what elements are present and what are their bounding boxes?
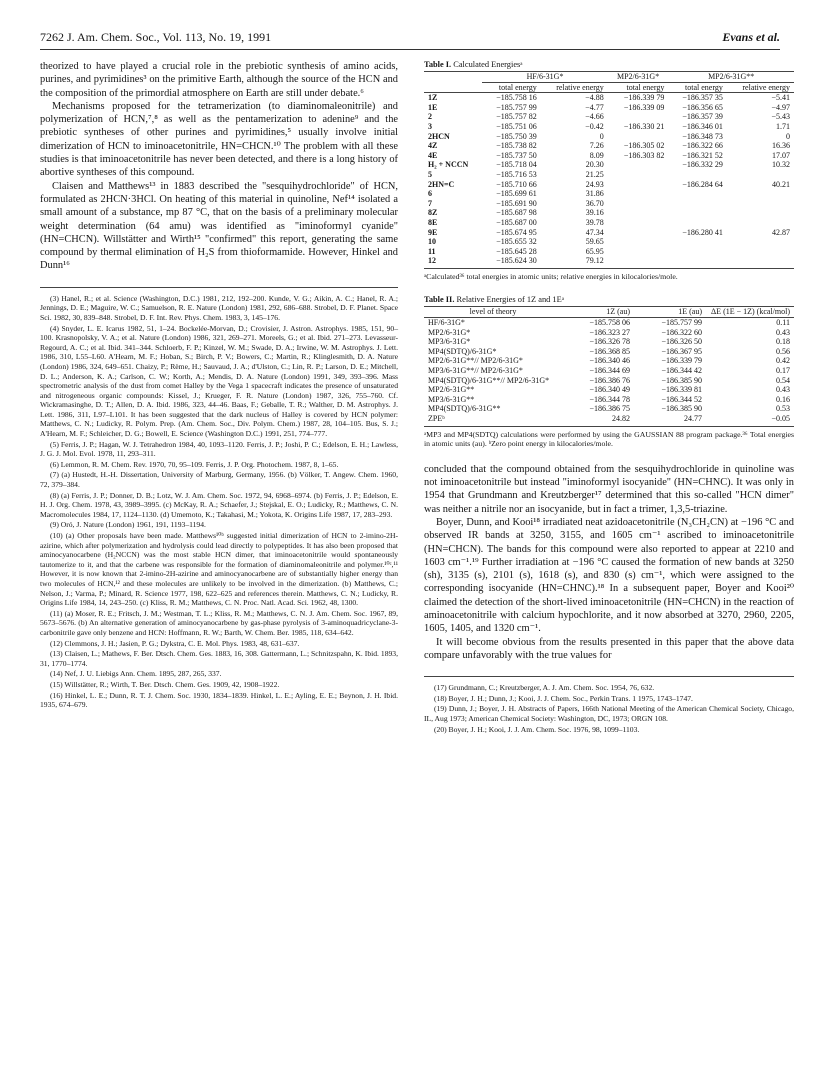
table-cell: 16.36 [772,141,790,151]
table-row [424,366,794,376]
table-cell: −186.284 64 [682,179,723,189]
column-header: ΔE (1E − 1Z) (kcal/mol) [706,307,794,318]
table-cell: −185.716 53 [496,169,537,179]
table-cell: 0.53 [776,404,790,414]
reference: (6) Lemmon, R. M. Chem. Rev. 1970, 70, 95–109. Ferris, J. P. Org. Photochem. 1987, 8, 1–65. [50,459,339,469]
reference: (16) Hinkel, L. E.; Dunn, R. T. J. Chem. Soc. 1930, 1834–1839. Hinkel, L. E.; Ayling, E. E.; Beynon, J. H. Ibid. 1935, 674–679. [40,690,398,710]
column-header: total energy [482,82,541,93]
table-cell: −185.757 82 [496,112,537,122]
table-cell [608,256,669,268]
table-cell: −186.357 39 [682,112,723,122]
table-cell: 0 [786,131,790,141]
table-cell: −0.05 [706,414,794,426]
table-row [424,395,794,405]
right-body-text [424,463,794,662]
reference: (4) Snyder, L. E. Icarus 1982, 51, 1–24. Bockelée-Morvan, D.; Crovisier, J. Astron. Astrophys. 1985, 151, 90–100. Krasnopolsky, V. A.; et al. Nature (London) 1986, 321, 269–271. Moreels, G.; et al. Ibid. 271–273. Levasseur-Regourd, A. C.; et al. Ibid. 341–344. Schloerb, F. P.; Kinzel, W. M.; Swade, D. A.; Irwine, W. M. Astrophys. J. Lett. 1986, 310, L55–L60. A'Hearn, M. F.; Hoban, S.; Birch, P. V.; Bowers, C.; Martin, R.; Klinglesmith, D. A. Nature (London) 1986, 324, 649–651. Chaizy, P.; Rème, H.; Sauvaud, J. A.; d'Ulston, C.; Lin, R. P.; Larson, D. E.; Mitchell, D. L.; Anderson, K. A.; Carlson, C. W.; Korth, A.; Mendis, D. A. Nature (London) 1991, 349, 393–396. Mass spectrometric analysis of the dust from comet Halley by the Vega 1 spacecraft indicates the presence of unsaturated and nitrogeneous organic compounds: Kissel, J.; Krueger, F. R. Nature (London) 1987, 326, 755–760. Cf. Wickramasinghe, D. T.; Allen, D. A. Ibid. 1986, 323, 44–46. Baas, F.; Geballe, T. R.; Walther, D. M. Astrophys. J. Lett. 1986, 311, L97–L101. It has been suggested that the dark nucleus of Halley is covered by HCN polymer: Matthews, C. N.; Ludicky, R. Polym. Prep. (Am. Chem. Soc., Div. Polym. Chem.) 1987, 28, 104–105. Bus, S. J.; A'Hearn, M. F.; Schleicher, D. G.; Bowell, E. Science (Washington D.C.) 1991, 251, 774–777. [40,323,398,439]
column-header: relative energy [727,82,794,93]
row-label: 7 [428,198,432,208]
table-cell: −186.339 09 [623,102,665,112]
table-row [424,132,794,142]
table-cell: 59.65 [585,237,604,247]
table-cell [668,208,727,218]
table-row [424,180,794,190]
left-column [40,60,398,711]
table-title [424,295,794,304]
row-label: ZPEᵇ [424,414,562,426]
row-label: 1E [428,102,438,112]
footnote-references [40,287,398,710]
table-row [424,122,794,132]
table-relative-energies [424,295,794,448]
table-row [424,385,794,395]
table-cell [727,208,794,218]
table-row [424,103,794,113]
reference: (19) Dunn, J.; Boyer, J. H. Abstracts of Papers, 166th National Meeting of the American Chemical Society, Chicago, IL, Aug 1973; American Chemical Society: Washington, DC, 1973; ORGN 108. [424,704,794,724]
table-caption: Calculated Energiesᵃ [453,60,523,69]
table-cell: −186.348 73 [682,131,723,141]
table-cell [727,189,794,199]
right-column [424,60,794,735]
table-cell: 8.09 [589,150,604,160]
table-cell: −186.344 78 [589,394,630,404]
table-cell: −186.385 90 [661,404,702,414]
column-group-header: MP2/6-31G** [668,72,794,83]
reference: (3) Hanel, R.; et al. Science (Washington, D.C.) 1981, 212, 192–200. Kunde, V. G.; Aikin, A. C.; Hanel, R. A.; Jennings, D. E.; Maguire, W. C.; Samuelson, R. E. Nature (London) 1981, 292, 686–688. Strobel, D. F. Planet. Space Sci. 1982, 30, 839–848. Strobel, D. F. Int. Rev. Phys. Chem. 1983, 3, 145–176. [40,293,398,322]
table-cell: −186.322 60 [661,327,702,337]
table-cell: 0.42 [776,356,790,366]
table-row [424,404,794,414]
row-label: MP2/6-31G** [428,385,475,395]
table-row [424,347,794,357]
table-cell [668,199,727,209]
table-cell: 47.34 [585,227,604,237]
table-cell: −185.655 32 [496,237,537,247]
column-group-header: MP2/6-31G* [608,72,669,83]
table-cell: 0 [599,131,604,141]
table-cell: −5.43 [771,112,790,122]
column-header: total energy [668,82,727,93]
row-label: 12 [424,256,482,268]
table-cell: −185.718 04 [496,160,537,170]
table-cell: −4.88 [585,93,604,103]
table-cell: −186.303 82 [623,150,665,160]
row-label: 2 [428,112,432,122]
table-cell: −185.751 06 [496,121,537,131]
table-cell: −186.357 35 [682,93,723,103]
row-label: MP4(SDTQ)/6-31G** [428,404,501,414]
table-cell: −185.674 95 [496,227,537,237]
row-label: 6 [428,189,432,199]
reference: (7) (a) Hustedt, H.-H. Dissertation, University of Marburg, Germany, 1956. (b) Völker, T. Angew. Chem. 1960, 72, 379–384. [40,470,398,490]
table-cell: −185.758 06 [589,318,630,328]
table-row [424,170,794,180]
table-cell [608,160,669,170]
table-cell: −185.645 28 [496,246,537,256]
table-cell: −186.344 69 [589,366,630,376]
table-cell [608,180,669,190]
table-cell: −186.326 78 [589,337,630,347]
table-row [424,228,794,238]
table-cell: 40.21 [772,179,790,189]
table-cell: −186.344 52 [661,394,702,404]
table-cell: −4.66 [585,112,604,122]
table-footnote: ᵃCalculated³⁶ total energies in atomic units; relative energies in kilocalories/mole. [424,271,678,281]
table-row [424,141,794,151]
table-cell: −4.97 [771,102,790,112]
table-cell: 24.82 [562,414,634,426]
table-cell: 0.17 [776,366,790,376]
row-label: HF/6-31G* [428,318,465,328]
body-paragraph: Boyer, Dunn, and Kooi¹⁸ irradiated neat azidoacetonitrile (N₃CH₂CN) at −196 °C and observed IR bands at 3250, 3155, and 1605 cm⁻¹ ascribed to iminoacetonitrile (HN=CHCN). The bands for this compound were also reported to appear at 2210 and 1603 cm⁻¹.¹⁹ Further irradiation at −196 °C caused the formation of new bands at 3250 (sh), 3135 (s), 2101 (s), 1618 (s), and 830 (s) cm⁻¹, which were assigned to the corresponding isocyanide (HN=CHNC).¹⁸ In a subsequent paper, Boyer and Kooi²⁰ claimed the detection of the short-lived iminoacetonitrile (HN=CHCN) in the reaction of aminoacetonitrile with calcium hypochlorite, and it now absorbed at 3270, 2960, 2205, 1605, 1405, and 1320 cm⁻¹. [424,516,794,635]
table-cell: −185.710 66 [496,179,537,189]
table-row [424,247,794,257]
table-row [424,199,794,209]
column-header: 1Z (au) [562,307,634,318]
table-cell: −185.687 98 [496,208,537,218]
table-row [424,376,794,386]
row-label: MP3/6-31G** [428,394,475,404]
table-row [424,318,794,328]
reference: (10) (a) Other proposals have been made. Matthews¹⁰ᵇ suggested initial dimerization of HCN to 2-imino-2H-azirine, which after polymerization and hydrolysis could lead directly to polypeptides. It has also been proposed that aminocyanocarbene (H₂NCCN) was the most stable HCN dimer, that iminoacetonitrile would spontaneously tautomerize to it, and that the carbene was responsible for the formation of diaminomaleonitrile and polymer.¹⁰ᶜ,¹¹ However, it is now known that 2-imino-2H-azirine and aminocyanocarbene are of substantially higher energy than two molecules of HCN,¹² and these molecules are unlikely to be involved in the dimerization. (b) Matthews, C.; Nelson, J.; Varma, P.; Minard, R. Science 1977, 198, 622–625 and references therein. Matthews, C. N.; Ludicky, R. Origins Life 1984, 14, 243–250. (c) Kliss, R. M.; Matthews, C. N. Proc. Natl. Acad. Sci. 1962, 48, 1300. [40,531,398,608]
table-cell: −186.280 41 [682,227,723,237]
table-cell: −185.757 99 [661,318,702,328]
table-cell [668,189,727,199]
table-cell: −185.699 61 [496,189,537,199]
body-paragraph: theorized to have played a crucial role in the prebiotic synthesis of amino acids, purines, and pyrimidines³ on the primitive Earth, although the source of the HCN and the composition of the primordial atmosphere on Earth are still under debate.⁶ [40,61,398,99]
running-author: Evans et al. [722,30,780,44]
table-cell: 0.54 [776,375,790,385]
table-cell: 0.43 [776,385,790,395]
table-cell [608,189,669,199]
row-label: MP3/6-31G* [428,337,471,347]
table-row [424,337,794,347]
row-label: 10 [428,237,436,247]
table-body [424,318,794,427]
table-cell: 24.77 [634,414,706,426]
row-label: 11 [428,246,436,256]
table-cell: −186.344 42 [661,366,702,376]
table-cell: 39.16 [585,208,604,218]
table-cell: −185.624 30 [482,256,541,268]
table-cell: −186.340 49 [589,385,630,395]
table-cell [727,237,794,247]
table-cell [727,247,794,257]
table-cell: −185.687 00 [496,217,537,227]
table-cell: 31.86 [585,189,604,199]
table-cell: −185.738 82 [496,141,537,151]
table-cell [608,112,669,122]
table-cell: −186.340 46 [589,356,630,366]
table-cell: −186.368 85 [589,346,630,356]
table-cell: 65.95 [585,246,604,256]
table-cell: −186.339 81 [661,385,702,395]
table-caption: Relative Energies of 1Z and 1Eᵃ [456,295,565,305]
column-header: relative energy [541,82,608,93]
table-cell [608,208,669,218]
table-cell [668,237,727,247]
table-cell: −186.326 50 [661,337,702,347]
column-header: 1E (au) [634,307,706,318]
table-cell: 39.78 [585,217,604,227]
table-cell [668,218,727,228]
footnote-references [424,676,794,734]
row-label: 8E [428,217,438,227]
table-body [424,93,794,269]
table-cell [668,247,727,257]
table-cell: 0.18 [776,337,790,347]
table-cell: −185.750 39 [496,131,537,141]
table-cell: −186.322 66 [682,141,723,151]
table-cell: −186.385 90 [661,375,702,385]
row-label: 2HCN [428,131,450,141]
table-row [424,237,794,247]
table-cell: 0.11 [776,318,790,328]
body-paragraph: concluded that the compound obtained from the sesquihydrochloride in quinoline was not iminoacetonitrile but instead "iminoformyl isocyanide" (HN=CHNC). It was only in 1954 that Grundmann and Kreutzberger¹⁷ determined that this so-called "HCN dimer" was neither a nitrile nor an isocyanide, but in fact a trimer, 1,3,5-triazine. [424,463,794,515]
table-cell [727,218,794,228]
table-cell: −186.330 21 [623,121,665,131]
table-cell: −186.367 95 [661,346,702,356]
table-cell: −186.386 76 [589,375,630,385]
table-cell: −186.321 52 [682,150,723,160]
table-cell [608,199,669,209]
row-label: 2HN=C [428,179,455,189]
table-cell: 7.26 [589,141,604,151]
reference: (5) Ferris, J. P.; Hagan, W. J. Tetrahedron 1984, 40, 1093–1120. Ferris, J. P.; Joshi, P. C.; Edelson, E. H.; Lawless, J. G. J. Mol. Evol. 1978, 11, 293–311. [40,439,398,459]
table-cell: 1.71 [776,121,790,131]
table-row [424,93,794,103]
table-cell: 42.87 [772,227,790,237]
reference: (15) Willstätter, R.; Wirth, T. Ber. Dtsch. Chem. Ges. 1909, 42, 1908–1922. [50,679,280,689]
table-cell: 0.43 [776,327,790,337]
row-label: MP3/6-31G**// MP2/6-31G* [428,366,523,376]
table-cell [608,170,669,180]
table-cell: 36.70 [585,198,604,208]
table-row [424,160,794,170]
table-cell: −186.305 02 [623,141,665,151]
row-label: H₂ + NCCN [428,160,469,170]
table-cell: −4.77 [585,102,604,112]
reference: (17) Grundmann, C.; Kreutzberger, A. J. Am. Chem. Soc. 1954, 76, 632. [434,683,655,693]
body-paragraph: It will become obvious from the results presented in this paper that the above data compare unfavorably with the true values for [424,636,794,661]
relative-energies-table [424,306,794,426]
table-cell: 24.93 [585,179,604,189]
table-cell [727,170,794,180]
column-header: total energy [608,82,669,93]
table-cell: −185.737 50 [496,150,537,160]
reference: (20) Boyer, J. H.; Kooi, J. J. Am. Chem. Soc. 1976, 98, 1099–1103. [434,724,640,734]
table-number: Table I. [424,60,452,69]
column-header: level of theory [424,307,562,318]
table-row [424,112,794,122]
header-rule [40,49,780,50]
table-cell [608,237,669,247]
table-cell: 21.25 [585,169,604,179]
body-paragraph: Claisen and Matthews¹³ in 1883 described the "sesquihydrochloride" of HCN, formulated as 2HCN·3HCl. On heating of this material in quinoline, Nef¹⁴ isolated a small amount of a substance, mp 87 °C, that on the basis of a preliminary molecular weight determination (64 amu) was identified as "iminoformyl cyanide" (HN=CHCN). Willstätter and Wirth¹⁵ "confirmed" this report, generating the same compound by thermal elimination of H₂S from thioformamide. However, Hinkel and Dunn¹⁶ [40,180,398,272]
table-cell: 17.07 [772,150,790,160]
table-row [424,414,794,426]
column-group-header: HF/6-31G* [482,72,608,83]
reference: (11) (a) Moser, R. E.; Fritsch, J. M.; Westman, T. L.; Kliss, R. M.; Matthews, C. N. J. Am. Chem. Soc. 1967, 89, 5673–5676. (b) An alternative generation of aminocyanocarbene by gas-phase pyrolysis of 3-aminoquadricyclane-3-carbonitrile gave only benzene and HCN: Hoffmann, R. W.; Barth, W. Chem. Ber. 1985, 118, 634–642. [40,608,398,637]
table-cell: −186.356 65 [682,102,723,112]
table-row [424,151,794,161]
table-cell [608,218,669,228]
row-label: MP4(SDTQ)/6-31G**// MP2/6-31G* [428,375,550,385]
table-cell [668,256,727,268]
row-label: 4E [428,150,438,160]
table-cell: 0.16 [776,394,790,404]
table-row [424,218,794,228]
table-cell: 79.12 [541,256,608,268]
table-cell: 0.56 [776,346,790,356]
row-label: MP4(SDTQ)/6-31G* [428,346,497,356]
table-title [424,60,794,69]
table-cell: 10.32 [772,160,790,170]
table-footnote: ᵃMP3 and MP4(SDTQ) calculations were performed by using the GAUSSIAN 88 program package.³⁶ Total energies in atomic units (au). ᵇZero point energy in kilocalories/mole. [424,429,794,449]
table-cell [668,170,727,180]
table-cell: −186.339 79 [623,93,665,103]
table-cell: −186.323 27 [589,327,630,337]
row-label: 9E [428,227,438,237]
table-cell: −186.332 29 [682,160,723,170]
table-cell: −186.346 01 [682,121,723,131]
table-cell: −186.386 75 [589,404,630,414]
table-cell: −185.758 16 [496,93,537,103]
table-cell: −185.691 90 [496,198,537,208]
journal-citation: 7262 J. Am. Chem. Soc., Vol. 113, No. 19, 1991 [40,30,272,44]
reference: (12) Clemmons, J. H.; Jasien, P. G.; Dykstra, C. E. Mol. Phys. 1983, 48, 631–637. [50,638,300,648]
energies-table [424,71,794,269]
table-row [424,328,794,338]
row-label: 5 [428,169,432,179]
row-label: MP2/6-31G**// MP2/6-31G* [428,356,523,366]
table-cell: −0.42 [585,121,604,131]
row-label: 4Z [428,141,438,151]
table-number: Table II. [424,295,455,305]
table-cell [727,199,794,209]
table-cell: 20.30 [585,160,604,170]
row-label: MP2/6-31G* [428,327,471,337]
reference: (13) Claisen, L.; Mathews, F. Ber. Dtsch. Chem. Ges. 1883, 16, 308. Gattermann, L.; Schnitzspahn, K. Ibid. 1893, 31, 1770–1774. [40,649,398,668]
reference: (8) (a) Ferris, J. P.; Donner, D. B.; Lotz, W. J. Am. Chem. Soc. 1972, 94, 6968–6974. (b) Ferris, J. P.; Edelson, E. H. J. Org. Chem. 1978, 43, 3989–3995. (c) McKay, R. A.; Schaefer, J.; Stejskal, E. O.; Ludicky, R.; Matthews, C. N. Macromolecules 1984, 17, 1124–1130. (d) Umemoto, K.; Takahasi, M.; Yokota, K. Origins Life 1987, 17, 283–293. [40,490,398,519]
table-row [424,189,794,199]
table-row [424,356,794,366]
table-cell: −5.41 [771,93,790,103]
table-row [424,256,794,268]
row-label: 1Z [428,93,438,103]
table-cell [727,256,794,268]
table-cell [608,228,669,238]
page-header [40,30,780,48]
row-label: 3 [428,121,432,131]
reference: (14) Nef, J. U. Liebigs Ann. Chem. 1895, 287, 265, 337. [50,669,222,679]
reference: (9) Oró, J. Nature (London) 1961, 191, 1193–1194. [50,520,206,530]
table-cell: −185.757 99 [496,102,537,112]
table-cell [608,247,669,257]
body-paragraph: Mechanisms proposed for the tetramerization (to diaminomaleonitrile) and polymerization of HCN,⁷,⁸ as well as the pentamerization to adenine⁹ and the prebiotic syntheses of other purines and pyrimidines,⁵ usually involve initial dimerization of HCN to iminoacetonitrile, HN=CHCN.¹⁰ The problem with all these studies is that iminoacetonitrile has never been detected, and there is a long history of abortive syntheses of this compound. [40,100,398,179]
table-calculated-energies [424,60,794,281]
reference: (18) Boyer, J. H.; Dunn, J.; Kooi, J. J. Chem. Soc., Perkin Trans. 1 1975, 1743–1747. [434,693,693,703]
table-row [424,208,794,218]
table-cell [608,132,669,142]
row-label: 8Z [428,208,438,218]
table-cell: −186.339 79 [661,356,702,366]
